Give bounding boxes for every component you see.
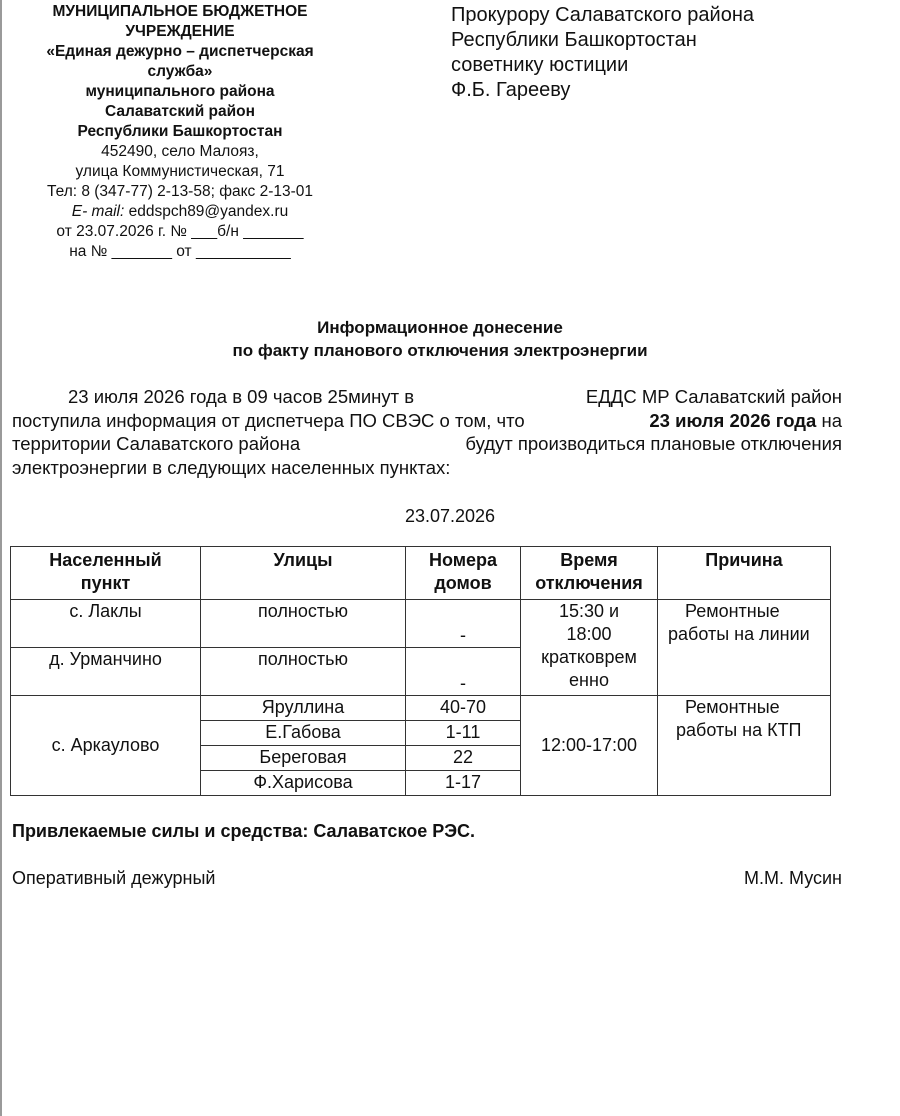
streets-cell: полностью	[201, 600, 406, 648]
sender-org-line: служба»	[147, 63, 213, 80]
time-cell	[521, 600, 658, 696]
street-cell: Ф.Харисова	[201, 771, 406, 796]
body-fragment: территории Салаватского района	[12, 433, 301, 454]
table-row	[11, 696, 831, 721]
street-cell: Береговая	[201, 746, 406, 771]
addressee-line: Прокурору Салаватского района	[451, 4, 755, 26]
sender-org-line: муниципального района	[85, 83, 275, 100]
time-text: кратковрем	[541, 647, 637, 667]
body-line	[12, 385, 842, 409]
body-line	[12, 432, 842, 456]
page-left-edge	[0, 0, 2, 1116]
houses-cell: -	[406, 648, 521, 696]
houses-cell: -	[406, 600, 521, 648]
signer-name: М.М. Мусин	[744, 868, 842, 888]
addressee-line: советнику юстиции	[451, 54, 629, 76]
header-text: Населенный	[49, 550, 162, 570]
header-text: Время	[560, 550, 618, 570]
addressee-line: Республики Башкортостан	[451, 29, 697, 51]
addressee-block	[451, 3, 754, 103]
settlement-cell: с. Аркаулово	[11, 696, 201, 796]
outage-date-bold: 23 июля 2026 года	[649, 409, 817, 431]
title-line: по факту планового отключения электроэнергии	[232, 341, 648, 360]
body-fragment: ЕДДС МР Салаватский район	[585, 386, 842, 407]
body-line	[12, 409, 842, 433]
sender-org-line: Республики Башкортостан	[77, 123, 283, 140]
time-text: 15:30 и	[558, 601, 620, 621]
time-text: 18:00	[566, 624, 612, 644]
header-time	[521, 547, 658, 600]
reason-text: Ремонтные	[685, 697, 780, 717]
sender-address-line: улица Коммунистическая, 71	[75, 163, 285, 180]
houses-cell: 1-17	[406, 771, 521, 796]
houses-cell: 1-11	[406, 721, 521, 746]
time-cell: 12:00-17:00	[521, 696, 658, 796]
header-houses	[406, 547, 521, 600]
forces-and-means: Привлекаемые силы и средства: Салаватское РЭС.	[12, 821, 476, 841]
report-body	[12, 385, 842, 479]
reason-text: Ремонтные	[685, 601, 780, 621]
street-cell: Е.Габова	[201, 721, 406, 746]
sender-org-line: МУНИЦИПАЛЬНОЕ БЮДЖЕТНОЕ	[52, 3, 308, 20]
body-fragment: на	[816, 409, 842, 431]
sender-org-line: УЧРЕЖДЕНИЕ	[125, 23, 235, 40]
houses-cell: 40-70	[406, 696, 521, 721]
signature-line	[12, 868, 842, 889]
body-line: электроэнергии в следующих населенных пунктах:	[12, 456, 451, 478]
reason-text: работы на линии	[668, 624, 810, 644]
header-streets: Улицы	[201, 547, 406, 600]
document-title	[0, 316, 880, 362]
sender-address-line: 452490, село Малояз,	[101, 143, 259, 160]
reason-cell	[658, 600, 831, 696]
sender-block	[14, 2, 346, 262]
reason-text: работы на КТП	[676, 720, 802, 740]
table-header-row	[11, 547, 831, 600]
email-label: E- mail:	[71, 203, 125, 220]
settlement-cell: д. Урманчино	[11, 648, 201, 696]
email-address[interactable]: eddspch89@yandex.ru	[124, 203, 289, 220]
time-text: енно	[569, 670, 609, 690]
sender-phone: Тел: 8 (347-77) 2-13-58; факс 2-13-01	[46, 183, 314, 200]
sender-email-line	[14, 202, 346, 222]
table-row	[11, 600, 831, 648]
houses-cell: 22	[406, 746, 521, 771]
body-fragment: будут производиться плановые отключения	[465, 433, 842, 454]
header-text: пункт	[80, 573, 131, 593]
outage-table	[10, 546, 831, 796]
header-text: отключения	[535, 573, 643, 593]
header-text: домов	[434, 573, 492, 593]
body-fragment	[649, 409, 842, 433]
header-text: Номера	[428, 550, 498, 570]
reason-cell	[658, 696, 831, 796]
registration-number: от 23.07.2026 г. № ___б/н _______	[56, 223, 304, 240]
settlement-cell: с. Лаклы	[11, 600, 201, 648]
reference-number: на № _______ от ___________	[69, 243, 291, 260]
signer-role: Оперативный дежурный	[12, 868, 216, 888]
body-fragment: 23 июля 2026 года в 09 часов 25минут в	[68, 386, 415, 407]
title-line: Информационное донесение	[317, 318, 563, 337]
schedule-date: 23.07.2026	[404, 506, 496, 526]
street-cell: Яруллина	[201, 696, 406, 721]
header-settlement	[11, 547, 201, 600]
addressee-line: Ф.Б. Гарееву	[451, 79, 571, 101]
sender-org-line: Салаватский район	[105, 103, 255, 120]
sender-org-line: «Единая дежурно – диспетчерская	[46, 43, 314, 60]
streets-cell: полностью	[201, 648, 406, 696]
header-reason: Причина	[658, 547, 831, 600]
body-fragment: поступила информация от диспетчера ПО СВЭС о том, что	[12, 409, 525, 431]
